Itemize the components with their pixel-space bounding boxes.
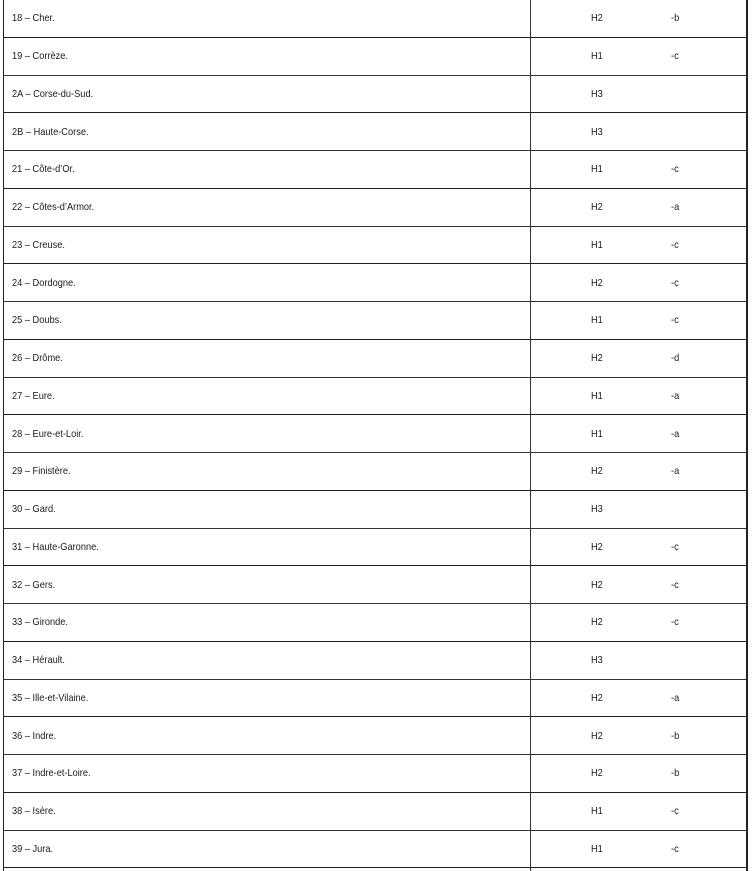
department-cell: 22 – Côtes-d’Armor. bbox=[12, 201, 95, 214]
subzone-cell: -c bbox=[671, 238, 679, 251]
table-row bbox=[4, 76, 746, 114]
table-body bbox=[4, 0, 746, 868]
table-row bbox=[4, 604, 746, 642]
climate-zone-cell: H3 bbox=[591, 654, 603, 667]
climate-zone-table bbox=[3, 0, 748, 871]
table-row bbox=[4, 680, 746, 718]
table-row bbox=[4, 378, 746, 416]
department-cell: 31 – Haute-Garonne. bbox=[12, 540, 99, 553]
department-cell: 37 – Indre-et-Loire. bbox=[12, 767, 91, 780]
table-row bbox=[4, 717, 746, 755]
climate-zone-cell: H1 bbox=[591, 842, 603, 855]
department-cell: 21 – Côte-d’Or. bbox=[12, 163, 75, 176]
department-cell: 36 – Indre. bbox=[12, 729, 57, 742]
table-row bbox=[4, 113, 746, 151]
subzone-cell: -a bbox=[671, 389, 680, 402]
climate-zone-cell: H1 bbox=[591, 314, 603, 327]
department-cell: 38 – Isère. bbox=[12, 805, 56, 818]
department-cell: 2A – Corse-du-Sud. bbox=[12, 87, 94, 100]
table-row bbox=[4, 831, 746, 869]
table-row bbox=[4, 566, 746, 604]
table-row bbox=[4, 491, 746, 529]
climate-zone-cell: H2 bbox=[591, 729, 603, 742]
department-cell: 29 – Finistère. bbox=[12, 465, 71, 478]
subzone-cell: -b bbox=[671, 767, 680, 780]
subzone-cell: -c bbox=[671, 163, 679, 176]
climate-zone-cell: H2 bbox=[591, 276, 603, 289]
climate-zone-cell: H2 bbox=[591, 691, 603, 704]
climate-zone-cell: H1 bbox=[591, 805, 603, 818]
subzone-cell: -c bbox=[671, 276, 679, 289]
table-row bbox=[4, 642, 746, 680]
table-row bbox=[4, 151, 746, 189]
subzone-cell: -c bbox=[671, 314, 679, 327]
table-row bbox=[4, 38, 746, 76]
climate-zone-cell: H2 bbox=[591, 578, 603, 591]
table-row bbox=[4, 755, 746, 793]
climate-zone-cell: H1 bbox=[591, 427, 603, 440]
department-cell: 39 – Jura. bbox=[12, 842, 54, 855]
table-row bbox=[4, 793, 746, 831]
subzone-cell: -d bbox=[671, 352, 680, 365]
table-row bbox=[4, 302, 746, 340]
climate-zone-cell: H1 bbox=[591, 163, 603, 176]
table-row bbox=[4, 529, 746, 567]
department-cell: 30 – Gard. bbox=[12, 503, 56, 516]
department-cell: 34 – Hérault. bbox=[12, 654, 65, 667]
table-row bbox=[4, 340, 746, 378]
climate-zone-cell: H2 bbox=[591, 767, 603, 780]
climate-zone-cell: H3 bbox=[591, 503, 603, 516]
climate-zone-cell: H2 bbox=[591, 540, 603, 553]
subzone-cell: -c bbox=[671, 50, 679, 63]
table-row bbox=[4, 453, 746, 491]
department-cell: 28 – Eure-et-Loir. bbox=[12, 427, 84, 440]
subzone-cell: -c bbox=[671, 805, 679, 818]
department-cell: 25 – Doubs. bbox=[12, 314, 62, 327]
climate-zone-cell: H2 bbox=[591, 465, 603, 478]
climate-zone-cell: H2 bbox=[591, 201, 603, 214]
climate-zone-cell: H1 bbox=[591, 389, 603, 402]
department-cell: 18 – Cher. bbox=[12, 12, 55, 25]
subzone-cell: -a bbox=[671, 691, 680, 704]
subzone-cell: -c bbox=[671, 540, 679, 553]
climate-zone-cell: H1 bbox=[591, 238, 603, 251]
table-row bbox=[4, 227, 746, 265]
table-row bbox=[4, 264, 746, 302]
department-cell: 27 – Eure. bbox=[12, 389, 55, 402]
table-row bbox=[4, 189, 746, 227]
climate-zone-cell: H1 bbox=[591, 50, 603, 63]
department-cell: 32 – Gers. bbox=[12, 578, 56, 591]
climate-zone-cell: H3 bbox=[591, 87, 603, 100]
table-row bbox=[4, 0, 746, 38]
subzone-cell: -b bbox=[671, 729, 680, 742]
subzone-cell: -c bbox=[671, 842, 679, 855]
department-cell: 35 – Ille-et-Vilaine. bbox=[12, 691, 89, 704]
subzone-cell: -a bbox=[671, 465, 680, 478]
department-cell: 26 – Drôme. bbox=[12, 352, 63, 365]
department-cell: 2B – Haute-Corse. bbox=[12, 125, 89, 138]
subzone-cell: -c bbox=[671, 616, 679, 629]
climate-zone-cell: H2 bbox=[591, 352, 603, 365]
subzone-cell: -a bbox=[671, 201, 680, 214]
department-cell: 33 – Gironde. bbox=[12, 616, 69, 629]
subzone-cell: -a bbox=[671, 427, 680, 440]
climate-zone-cell: H2 bbox=[591, 616, 603, 629]
table-row bbox=[4, 415, 746, 453]
subzone-cell: -b bbox=[671, 12, 680, 25]
department-cell: 19 – Corrèze. bbox=[12, 50, 68, 63]
subzone-cell: -c bbox=[671, 578, 679, 591]
climate-zone-cell: H3 bbox=[591, 125, 603, 138]
climate-zone-cell: H2 bbox=[591, 12, 603, 25]
department-cell: 24 – Dordogne. bbox=[12, 276, 76, 289]
department-cell: 23 – Creuse. bbox=[12, 238, 65, 251]
